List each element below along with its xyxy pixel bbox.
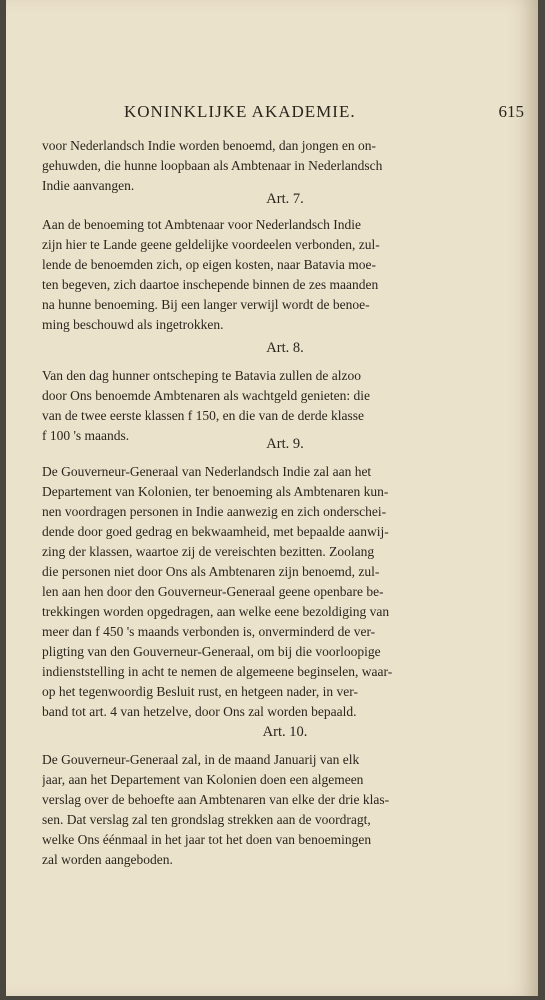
text-line: ten begeven, zich daartoe inschepende binnen de zes maanden	[42, 277, 379, 292]
book-page	[6, 0, 538, 996]
text-line: zing der klassen, waartoe zij de vereischten bezitten. Zoolang	[42, 544, 375, 559]
text-line: De Gouverneur-Generaal zal, in de maand Januarij van elk	[42, 752, 360, 767]
text-line: jaar, aan het Departement van Kolonien doen een algemeen	[42, 772, 364, 787]
text-line: sen. Dat verslag zal ten grondslag strekken aan de voordragt,	[42, 812, 371, 827]
text-line: ming beschouwd als ingetrokken.	[42, 317, 224, 332]
text-line: van de twee eerste klassen f 150, en die van de derde klasse	[42, 408, 364, 423]
text-line: indienststelling in acht te nemen de algemeene beginselen, waar-	[42, 664, 393, 679]
article-10-heading: Art. 10.	[262, 724, 308, 740]
text-line: die personen niet door Ons als Ambtenaren zijn benoemd, zul-	[42, 564, 380, 579]
text-line: band tot art. 4 van hetzelve, door Ons zal worden bepaald.	[42, 704, 357, 719]
text-line: welke Ons éénmaal in het jaar tot het doen van benoemingen	[42, 832, 372, 847]
text-line: trekkingen worden opgedragen, aan welke eene bezoldiging van	[42, 604, 390, 619]
article-8-paragraph	[42, 366, 502, 446]
text-line: lende de benoemden zich, op eigen kosten, naar Batavia moe-	[42, 257, 376, 272]
text-line: len aan hen door den Gouverneur-Generaal geene openbare be-	[42, 584, 384, 599]
text-line: gehuwden, die hunne loopbaan als Ambtenaar in Nederlandsch	[42, 158, 383, 173]
text-line: door Ons benoemde Ambtenaren als wachtgeld genieten: die	[42, 388, 371, 403]
page-header	[36, 102, 524, 126]
text-line: pligting van den Gouverneur-Generaal, om bij die voorloopige	[42, 644, 381, 659]
article-10-paragraph	[42, 750, 502, 870]
text-line: Van den dag hunner ontscheping te Batavia zullen de alzoo	[42, 368, 362, 383]
intro-paragraph	[42, 136, 502, 196]
text-line: f 100 's maands.	[42, 428, 130, 443]
text-line: Indie aanvangen.	[42, 178, 135, 193]
article-9-paragraph	[42, 462, 502, 722]
text-line: Aan de benoeming tot Ambtenaar voor Nederlandsch Indie	[42, 217, 362, 232]
article-8-heading: Art. 8.	[266, 340, 304, 356]
text-line: Departement van Kolonien, ter benoeming als Ambtenaren kun-	[42, 484, 389, 499]
article-7-paragraph	[42, 215, 502, 335]
page-number: 615	[498, 102, 524, 121]
text-line: voor Nederlandsch Indie worden benoemd, dan jongen en on-	[42, 138, 377, 153]
text-line: nen voordragen personen in Indie aanwezig en zich onderschei-	[42, 504, 387, 519]
text-line: De Gouverneur-Generaal van Nederlandsch Indie zal aan het	[42, 464, 372, 479]
text-line: dende door goed gedrag en bekwaamheid, met bepaalde aanwij-	[42, 524, 389, 539]
article-7-heading: Art. 7.	[266, 191, 304, 207]
article-9-heading: Art. 9.	[266, 436, 304, 452]
text-line: op het tegenwoordig Besluit rust, en hetgeen nader, in ver-	[42, 684, 358, 699]
text-line: meer dan f 450 's maands verbonden is, onverminderd de ver-	[42, 624, 376, 639]
text-line: na hunne benoeming. Bij een langer verwijl wordt de benoe-	[42, 297, 370, 312]
text-line: zijn hier te Lande geene geldelijke voordeelen verbonden, zul-	[42, 237, 380, 252]
running-title: KONINKLIJKE AKADEMIE.	[124, 102, 356, 121]
text-line: verslag over de behoefte aan Ambtenaren van elke der drie klas-	[42, 792, 390, 807]
text-line: zal worden aangeboden.	[42, 852, 173, 867]
